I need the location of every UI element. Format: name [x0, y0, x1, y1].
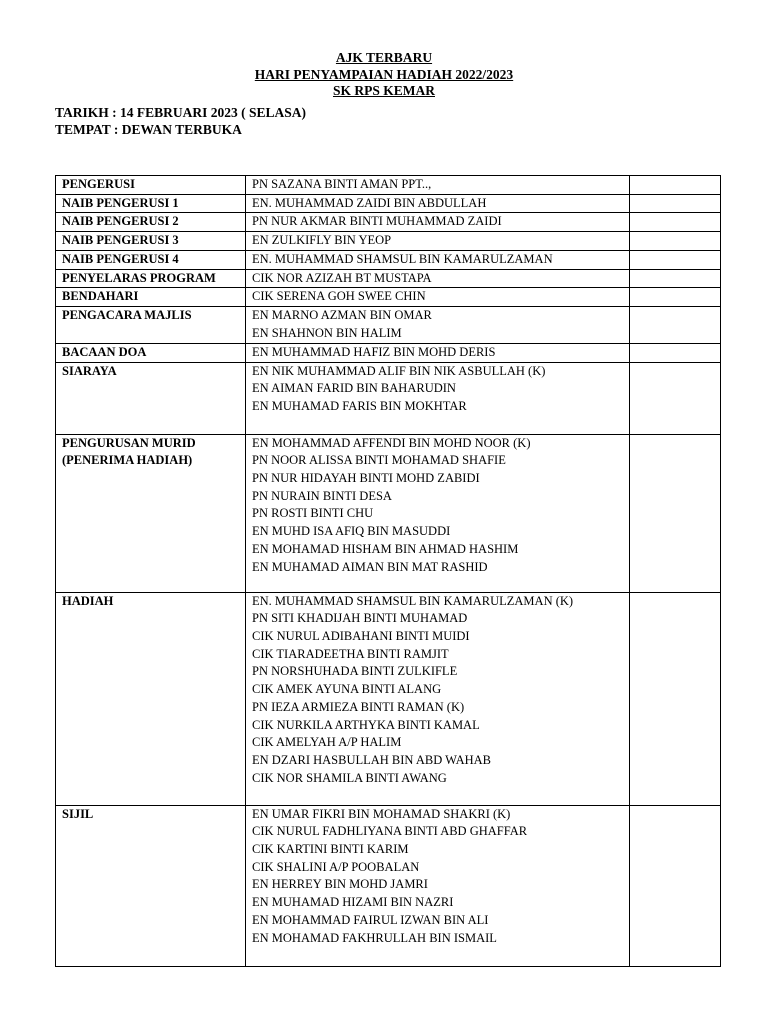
member-name: CIK SHALINI A/P POOBALAN [252, 859, 420, 874]
members-cell [246, 213, 630, 232]
role-label: PENGURUSAN MURID [62, 435, 196, 450]
role-label: PENGERUSI [62, 177, 135, 191]
blank-cell [630, 434, 721, 592]
member-name: PN NORSHUHADA BINTI ZULKIFLE [252, 664, 458, 679]
member-name: PN SAZANA BINTI AMAN PPT.., [252, 177, 432, 191]
committee-row [56, 306, 721, 343]
blank-cell [630, 805, 721, 966]
member-name: EN MUHAMAD AIMAN BIN MAT RASHID [252, 559, 488, 574]
role-cell [56, 269, 246, 288]
committee-row [56, 343, 721, 362]
blank-cell [630, 269, 721, 288]
member-name: EN MUHD ISA AFIQ BIN MASUDDI [252, 524, 451, 539]
role-label: NAIB PENGERUSI 1 [62, 195, 179, 210]
blank-cell [630, 343, 721, 362]
members-cell [246, 288, 630, 307]
committee-row [56, 805, 721, 966]
role-label: PENYELARAS PROGRAM [62, 270, 216, 285]
member-name: EN SHAHNON BIN HALIM [252, 325, 402, 340]
role-cell [56, 194, 246, 213]
member-name: CIK KARTINI BINTI KARIM [252, 842, 409, 857]
member-name: EN. MUHAMMAD SHAMSUL BIN KAMARULZAMAN (K) [252, 593, 574, 608]
role-cell [56, 805, 246, 966]
role-label: NAIB PENGERUSI 2 [62, 214, 179, 229]
role-cell [56, 250, 246, 269]
blank-cell [630, 362, 721, 434]
role-cell [56, 343, 246, 362]
member-name: EN ZULKIFLY BIN YEOP [252, 233, 392, 248]
committee-row [56, 434, 721, 592]
member-name: EN UMAR FIKRI BIN MOHAMAD SHAKRI (K) [252, 806, 511, 821]
heading-title: AJK TERBARU [335, 50, 433, 65]
members-cell [246, 343, 630, 362]
role-label: HADIAH [62, 593, 114, 608]
member-name: EN HERREY BIN MOHD JAMRI [252, 877, 428, 892]
member-name: EN MARNO AZMAN BIN OMAR [252, 307, 432, 322]
member-name: EN MOHAMMAD FAIRUL IZWAN BIN ALI [252, 912, 489, 927]
member-name: CIK AMEK AYUNA BINTI ALANG [252, 682, 442, 697]
blank-cell [630, 250, 721, 269]
committee-row [56, 176, 721, 195]
member-name: CIK NURUL FADHLIYANA BINTI ABD GHAFFAR [252, 824, 528, 839]
member-name: EN AIMAN FARID BIN BAHARUDIN [252, 381, 456, 396]
role-label: BACAAN DOA [62, 344, 147, 359]
members-cell [246, 362, 630, 434]
committee-row [56, 269, 721, 288]
member-name: EN MUHAMAD FARIS BIN MOKHTAR [252, 399, 467, 414]
member-name: PN ROSTI BINTI CHU [252, 506, 374, 521]
committee-row [56, 213, 721, 232]
member-name: EN. MUHAMMAD ZAIDI BIN ABDULLAH [252, 195, 487, 210]
blank-cell [630, 232, 721, 251]
role-label: BENDAHARI [62, 289, 139, 304]
member-name: CIK NOR SHAMILA BINTI AWANG [252, 770, 447, 785]
member-name: EN MOHAMMAD AFFENDI BIN MOHD NOOR (K) [252, 435, 531, 450]
member-name: PN NURAIN BINTI DESA [252, 488, 392, 503]
members-cell [246, 306, 630, 343]
blank-cell [630, 306, 721, 343]
member-name: CIK NURKILA ARTHYKA BINTI KAMAL [252, 717, 480, 732]
role-label: NAIB PENGERUSI 3 [62, 233, 179, 248]
role-cell [56, 176, 246, 195]
blank-cell [630, 592, 721, 805]
member-name: CIK AMELYAH A/P HALIM [252, 735, 402, 750]
blank-cell [630, 194, 721, 213]
heading-event: HARI PENYAMPAIAN HADIAH 2022/2023 [254, 66, 514, 82]
event-venue: TEMPAT : DEWAN TERBUKA [55, 122, 242, 137]
committee-row [56, 362, 721, 434]
committee-row [56, 194, 721, 213]
member-name: CIK TIARADEETHA BINTI RAMJIT [252, 646, 449, 661]
member-name: PN SITI KHADIJAH BINTI MUHAMAD [252, 611, 468, 626]
role-label: SIARAYA [62, 363, 117, 378]
members-cell [246, 250, 630, 269]
member-name: CIK NOR AZIZAH BT MUSTAPA [252, 270, 432, 285]
member-name: EN NIK MUHAMMAD ALIF BIN NIK ASBULLAH (K) [252, 363, 546, 378]
member-name: EN. MUHAMMAD SHAMSUL BIN KAMARULZAMAN [252, 251, 553, 266]
role-cell [56, 306, 246, 343]
members-cell [246, 805, 630, 966]
committee-table [55, 175, 721, 967]
role-cell [56, 288, 246, 307]
heading-school: SK RPS KEMAR [332, 83, 435, 98]
role-label: PENGACARA MAJLIS [62, 307, 192, 322]
members-cell [246, 176, 630, 195]
blank-cell [630, 213, 721, 232]
role-label: SIJIL [62, 806, 94, 821]
committee-row [56, 288, 721, 307]
role-cell [56, 232, 246, 251]
member-name: EN MOHAMAD FAKHRULLAH BIN ISMAIL [252, 930, 497, 945]
member-name: PN IEZA ARMIEZA BINTI RAMAN (K) [252, 699, 465, 714]
event-date: TARIKH : 14 FEBRUARI 2023 ( SELASA) [55, 105, 307, 120]
member-name: EN MOHAMAD HISHAM BIN AHMAD HASHIM [252, 541, 519, 556]
member-name: EN MUHAMMAD HAFIZ BIN MOHD DERIS [252, 344, 496, 359]
document-heading [0, 50, 768, 100]
members-cell [246, 434, 630, 592]
event-details [55, 104, 306, 138]
member-name: CIK SERENA GOH SWEE CHIN [252, 289, 426, 304]
members-cell [246, 592, 630, 805]
committee-row [56, 250, 721, 269]
member-name: PN NUR AKMAR BINTI MUHAMMAD ZAIDI [252, 214, 502, 229]
members-cell [246, 194, 630, 213]
blank-cell [630, 288, 721, 307]
role-label: (PENERIMA HADIAH) [62, 453, 193, 468]
committee-row [56, 592, 721, 805]
member-name: CIK NURUL ADIBAHANI BINTI MUIDI [252, 629, 470, 644]
role-cell [56, 434, 246, 592]
role-cell [56, 213, 246, 232]
role-cell [56, 362, 246, 434]
members-cell [246, 269, 630, 288]
role-label: NAIB PENGERUSI 4 [62, 251, 179, 266]
members-cell [246, 232, 630, 251]
member-name: EN DZARI HASBULLAH BIN ABD WAHAB [252, 752, 492, 767]
blank-cell [630, 176, 721, 195]
member-name: PN NUR HIDAYAH BINTI MOHD ZABIDI [252, 471, 480, 486]
committee-row [56, 232, 721, 251]
member-name: EN MUHAMAD HIZAMI BIN NAZRI [252, 895, 454, 910]
member-name: PN NOOR ALISSA BINTI MOHAMAD SHAFIE [252, 453, 506, 468]
role-cell [56, 592, 246, 805]
